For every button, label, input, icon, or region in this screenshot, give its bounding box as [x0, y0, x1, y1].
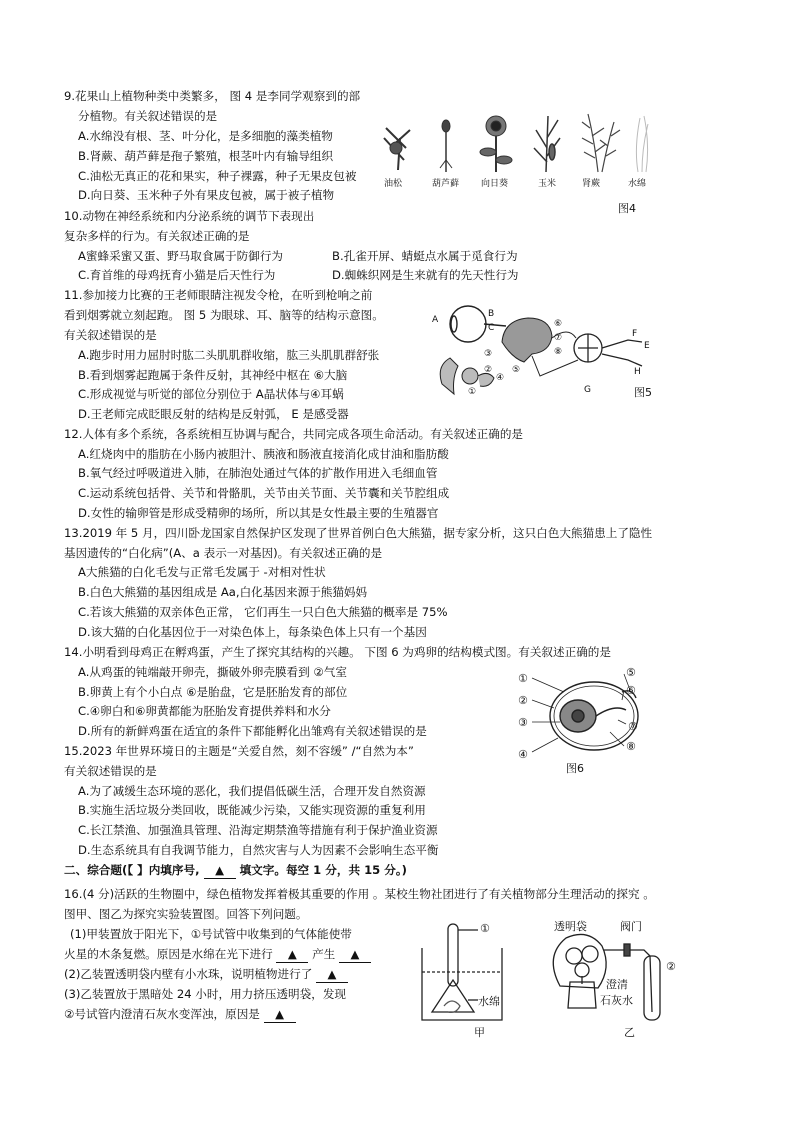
q14-option-d: D.所有的新鲜鸡蛋在适宜的条件下都能孵化出雏鸡有关叙述错误的是	[78, 724, 427, 738]
caption-sunflower: 向日葵	[481, 179, 509, 189]
caption-moss: 葫芦藓	[432, 179, 460, 189]
jia-label-1: ①	[480, 922, 490, 935]
egg-label-2: ②	[518, 694, 528, 707]
q9-stem: 9.花果山上植物种类中类繁多， 图 4 是李同学观察到的部	[64, 89, 361, 103]
valve-icon	[624, 944, 630, 956]
svg-text:③: ③	[484, 349, 493, 359]
sunflower-plant-icon	[480, 116, 512, 172]
yi-caption: 乙	[624, 1026, 635, 1039]
section-2-blank: ▲	[204, 862, 236, 879]
svg-text:④: ④	[496, 373, 505, 383]
svg-text:②: ②	[484, 365, 493, 375]
egg-label-5: ⑤	[626, 666, 636, 679]
q13-option-b: B.白色大熊猫的基因组成是 Aa,白化基因来源于熊猫妈妈	[78, 585, 368, 599]
q12-stem: 12.人体有多个系统，各系统相互协调与配合，共同完成各项生命活动。有关叙述正确的是	[64, 427, 524, 441]
section-2-heading-a: 二、综合题(【 】内填序号,	[64, 863, 200, 877]
brain-icon	[502, 318, 552, 362]
caption-fern: 肾蕨	[582, 179, 601, 189]
q10-stem-cont: 复杂多样的行为。有关叙述正确的是	[64, 229, 250, 243]
q13-stem: 13.2019 年 5 月，四川卧龙国家自然保护区发现了世界首例白色大熊猫，据专家分析，这只白色大熊猫患上了隐性	[64, 526, 653, 540]
q16-stem-cont: 图甲、图乙为探究实验装置图。回答下列问题。	[64, 907, 308, 921]
svg-text:①: ①	[468, 387, 477, 397]
svg-text:A: A	[432, 315, 439, 325]
q9-stem-cont: 分植物。有关叙述错误的是	[78, 109, 218, 123]
plants-illustration	[376, 108, 666, 178]
q14-option-a: A.从鸡蛋的钝端敲开卵壳，撕破外卵壳膜看到 ②气室	[78, 665, 347, 679]
svg-text:H: H	[634, 367, 641, 377]
egg-label-1: ①	[518, 672, 528, 685]
q16-part-3: (3)乙装置放于黑暗处 24 小时，用力挤压透明袋，发现	[64, 987, 347, 1001]
egg-label-7: ⑦	[628, 720, 638, 733]
jia-caption: 甲	[474, 1026, 485, 1039]
caption-spirogyra: 水绵	[628, 179, 647, 189]
q16-stem: 16.(4 分)活跃的生物圈中，绿色植物发挥着极其重要的作用 。某校生物社团进行了有关植物部分生理活动的探究 。	[64, 887, 655, 901]
jia-apparatus	[418, 918, 530, 1040]
figure-5-label: 图5	[634, 386, 652, 399]
q12-option-d: D.女性的输卵管是形成受精卵的场所，所以其是女性最主要的生殖器官	[78, 506, 439, 520]
egg-label-6: ⑥	[626, 684, 636, 697]
q15-option-b: B.实施生活垃圾分类回收，既能减少污染，又能实现资源的重复利用	[78, 803, 426, 817]
q12-option-c: C.运动系统包括骨、关节和骨骼肌，关节由关节面、关节囊和关节腔组成	[78, 486, 450, 500]
q16-blank-1[interactable]: ▲	[276, 946, 308, 963]
corn-plant-icon	[534, 116, 560, 172]
svg-text:C: C	[488, 323, 495, 333]
svg-text:⑦: ⑦	[554, 333, 563, 343]
q10-option-d: D.蜘蛛织网是生来就有的先天性行为	[332, 268, 519, 282]
q16-part-3-cont	[64, 1006, 296, 1023]
q11-option-c: C.形成视觉与听觉的部位分别位于 A晶状体与④耳蜗	[78, 387, 344, 401]
svg-text:F: F	[632, 329, 638, 339]
svg-text:E: E	[644, 341, 650, 351]
q13-option-d: D.该大猫的白化基因位于一对染色体上，每条染色体上只有一个基因	[78, 625, 427, 639]
figure-jia	[418, 918, 530, 1040]
section-2-heading-b: 填文字。每空 1 分，共 15 分。)	[239, 863, 407, 877]
yi-label-valve: 阀门	[620, 920, 642, 933]
q16-blank-2[interactable]: ▲	[339, 946, 371, 963]
test-tube-icon	[448, 924, 458, 986]
egg-label-4: ④	[518, 748, 528, 761]
egg-label-3: ③	[518, 716, 528, 729]
q16-part-1: (1)甲装置放于阳光下，①号试管中收集到的气体能使带	[70, 927, 352, 941]
funnel-icon	[432, 980, 474, 1012]
svg-text:G: G	[584, 385, 591, 395]
yi-label-lime-a: 澄清	[606, 978, 628, 991]
egg-diagram	[514, 666, 674, 776]
figure-4-label: 图4	[618, 202, 636, 215]
q9-option-c: C.油松无真正的花和果实，种子裸露，种子无果皮包被	[78, 169, 357, 183]
q16-part-1-mid: 产生	[312, 947, 336, 961]
svg-text:⑧: ⑧	[554, 347, 563, 357]
q13-option-c: C.若该大熊猫的双亲体色正常， 它们再生一只白色大熊猫的概率是 75%	[78, 605, 448, 619]
svg-text:⑤: ⑤	[512, 365, 521, 375]
q9-option-a: A.水绵没有根、茎、叶分化，是多细胞的藻类植物	[78, 129, 333, 143]
q13-stem-cont: 基因遗传的“白化病”(A、a 表示一对基因)。有关叙述正确的是	[64, 546, 383, 560]
q15-option-d: D.生态系统具有自我调节能力，自然灾害与人为因素不会影响生态平衡	[78, 843, 439, 857]
yi-label-2: ②	[666, 960, 676, 973]
svg-text:B: B	[488, 309, 495, 319]
q11-option-d: D.王老师完成眨眼反射的结构是反射弧， E 是感受器	[78, 407, 349, 421]
q11-option-b: B.看到烟雾起跑属于条件反射，其神经中枢在 ⑥大脑	[78, 368, 348, 382]
q11-stem-cont: 看到烟雾就立刻起跑。 图 5 为眼球、耳、脑等的结构示意图。	[64, 308, 384, 322]
q15-option-c: C.长江禁渔、加强渔具管理、沿海定期禁渔等措施有利于保护渔业资源	[78, 823, 438, 837]
q16-part-2-text: (2)乙装置透明袋内壁有小水珠，说明植物进行了	[64, 967, 313, 981]
fern-plant-icon	[582, 114, 620, 172]
flower-pot-icon	[568, 982, 596, 1008]
q9-option-b: B.肾蕨、葫芦藓是孢子繁殖，根茎叶内有输导组织	[78, 149, 334, 163]
figure-6-label: 图6	[566, 762, 584, 775]
q10-option-c: C.育首维的母鸡抚育小猫是后天性行为	[78, 268, 276, 282]
q10-stem: 10.动物在神经系统和内分泌系统的调节下表现出	[64, 209, 315, 223]
reflex-diagram	[428, 296, 662, 408]
q12-option-a: A.红烧肉中的脂肪在小肠内被胆汁、胰液和肠液直接消化成甘油和脂肪酸	[78, 447, 449, 461]
q9-option-d: D.向日葵、玉米种子外有果皮包被，属于被子植物	[78, 188, 335, 202]
q15-option-a: A.为了减缓生态环境的恶化，我们提倡低碳生活，合理开发自然资源	[78, 784, 426, 798]
q16-part-1-cont	[64, 946, 371, 963]
q16-blank-3[interactable]: ▲	[316, 966, 348, 983]
caption-corn: 玉米	[538, 179, 557, 189]
q16-part-2	[64, 966, 348, 983]
moss-plant-icon	[440, 120, 452, 172]
q10-option-b: B.孔雀开屏、蜻蜓点水属于觅食行为	[332, 249, 518, 263]
egg-icon	[550, 682, 638, 750]
q12-option-b: B.氧气经过呼吸道进入肺，在肺泡处通过气体的扩散作用进入毛细血管	[78, 466, 438, 480]
q10-option-a: A蜜蜂采蜜又蛋、野马取食属于防御行为	[78, 249, 284, 263]
yi-label-bag: 透明袋	[554, 920, 587, 933]
q14-stem: 14.小明看到母鸡正在孵鸡蛋，产生了探究其结构的兴趣。 下图 6 为鸡卵的结构模式图。有关叙述正确的是	[64, 645, 611, 659]
q13-option-a: A大熊猫的白化毛发与正常毛发属于 -对相对性状	[78, 565, 326, 579]
q11-option-a: A.跑步时用力屈肘时肱二头肌肌群收缩，肱三头肌肌群舒张	[78, 348, 380, 362]
egg-label-8: ⑧	[626, 740, 636, 753]
caption-pine: 油松	[384, 179, 403, 189]
q11-stem: 11.参加接力比赛的王老师眼睛注视发令枪，在听到枪响之前	[64, 288, 373, 302]
q14-option-c: C.④卵白和⑥卵黄都能为胚胎发育提供养料和水分	[78, 704, 331, 718]
q15-stem: 15.2023 年世界环境日的主题是“关爱自然，刻不容缓” /“自然为本”	[64, 744, 414, 758]
svg-text:⑥: ⑥	[554, 319, 563, 329]
q15-stem-cont: 有关叙述错误的是	[64, 764, 157, 778]
yi-label-lime-b: 石灰水	[600, 994, 633, 1007]
figure-4-plants	[376, 108, 666, 216]
q16-part-1-text: 火星的木条复燃。原因是水绵在光下进行	[64, 947, 273, 961]
figure-5-reflex	[428, 296, 662, 408]
figure-yi	[540, 916, 690, 1040]
q14-option-b: B.卵黄上有个小白点 ⑥是胎盘，它是胚胎发育的部位	[78, 685, 348, 699]
figure-6-egg	[514, 666, 674, 776]
section-2-heading	[64, 862, 407, 879]
eyeball-icon	[450, 306, 506, 342]
q11-stem-cont2: 有关叙述错误的是	[64, 328, 157, 342]
pine-plant-icon	[384, 128, 410, 170]
q16-part-3-text: ②号试管内澄清石灰水变浑浊，原因是	[64, 1007, 260, 1021]
q16-blank-4[interactable]: ▲	[264, 1006, 296, 1023]
jia-label-plant: 水绵	[478, 995, 500, 1008]
spirogyra-plant-icon	[636, 116, 648, 172]
